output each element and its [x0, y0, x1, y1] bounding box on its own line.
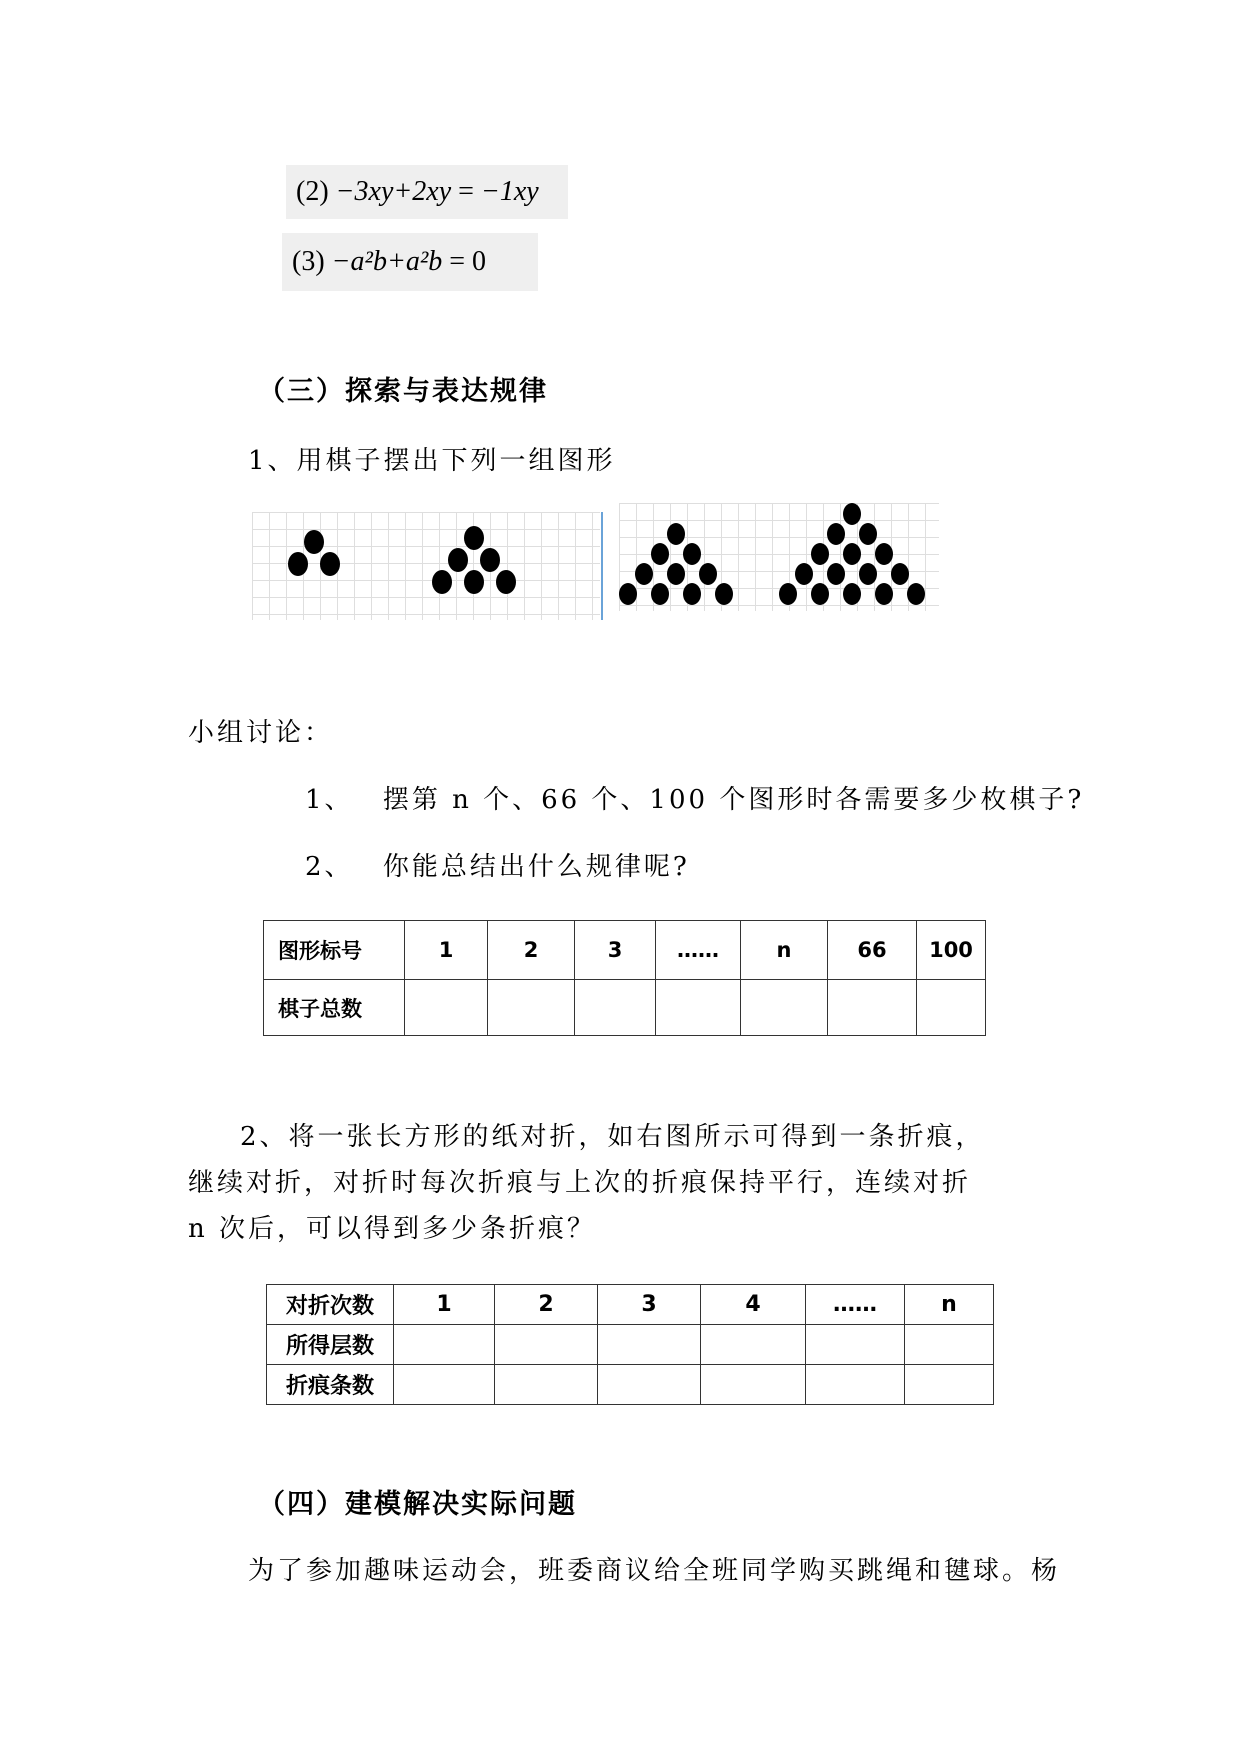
chess-piece	[480, 548, 500, 572]
table-cell	[828, 980, 917, 1036]
table-cell	[806, 1365, 905, 1405]
equation-2-label: (2)	[296, 176, 329, 207]
chess-piece	[699, 563, 717, 585]
chess-piece	[448, 548, 468, 572]
table-header-cell: 3	[575, 921, 656, 980]
chess-piece	[843, 503, 861, 525]
chess-piece	[827, 523, 845, 545]
table-row-label: 折痕条数	[267, 1365, 394, 1405]
table-cell	[394, 1365, 495, 1405]
table-cell	[905, 1325, 994, 1365]
table-row	[267, 1365, 994, 1405]
chess-piece	[715, 583, 733, 605]
table-header-cell: 66	[828, 921, 917, 980]
figure-3	[619, 523, 733, 605]
chess-piece	[667, 563, 685, 585]
chess-piece	[907, 583, 925, 605]
chess-piece	[288, 552, 308, 576]
chess-piece	[651, 543, 669, 565]
discussion-item-1	[305, 779, 1084, 816]
table-header-cell: 图形标号	[264, 921, 405, 980]
chess-piece	[320, 552, 340, 576]
equation-3-label: (3)	[292, 246, 325, 277]
table-header-cell: 2	[488, 921, 575, 980]
table-header-cell: 4	[701, 1285, 806, 1325]
discussion-item-1-num: 1、	[305, 785, 354, 815]
chess-piece	[683, 583, 701, 605]
chess-piece	[843, 543, 861, 565]
chess-piece	[843, 583, 861, 605]
table-cell	[701, 1365, 806, 1405]
chess-piece	[875, 583, 893, 605]
discussion-label: 小组讨论：	[188, 718, 334, 748]
chess-piece	[496, 570, 516, 594]
table-cell	[598, 1325, 701, 1365]
discussion-item-1-text: 摆第 n 个、66 个、100 个图形时各需要多少枚棋子?	[382, 785, 1085, 815]
table-header-cell: 100	[917, 921, 986, 980]
table-header-cell: 2	[495, 1285, 598, 1325]
discussion-item-2-text: 你能总结出什么规律呢?	[382, 852, 690, 882]
table-header-cell: 对折次数	[267, 1285, 394, 1325]
equation-2-rhs: −1xy	[480, 176, 539, 207]
table-cell	[495, 1325, 598, 1365]
question-1: 1、用棋子摆出下列一组图形	[248, 446, 616, 476]
table-row	[267, 1285, 994, 1325]
chess-piece	[891, 563, 909, 585]
chess-piece	[779, 583, 797, 605]
chess-piece	[683, 543, 701, 565]
table-cell	[905, 1365, 994, 1405]
table-cell	[656, 980, 741, 1036]
table-row-label: 棋子总数	[264, 980, 405, 1036]
chess-piece	[811, 543, 829, 565]
table-row-label: 所得层数	[267, 1325, 394, 1365]
section-4-text: 为了参加趣味运动会，班委商议给全班同学购买跳绳和毽球。杨	[248, 1556, 1061, 1586]
table-cell	[575, 980, 656, 1036]
chess-piece	[464, 526, 484, 550]
section-4-heading: （四）建模解决实际问题	[258, 1489, 577, 1520]
table-header-cell: ……	[656, 921, 741, 980]
chess-piece	[827, 563, 845, 585]
chess-piece	[432, 570, 452, 594]
table-header-cell: 3	[598, 1285, 701, 1325]
equation-2-lhs: −3xy+2xy	[335, 176, 452, 207]
fold-count-table	[266, 1284, 994, 1405]
chess-piece	[875, 543, 893, 565]
table-cell	[394, 1325, 495, 1365]
table-cell	[405, 980, 488, 1036]
chess-piece	[651, 583, 669, 605]
chess-piece	[635, 563, 653, 585]
figure-2	[432, 526, 516, 594]
chess-piece	[811, 583, 829, 605]
table-cell	[741, 980, 828, 1036]
discussion-item-2	[305, 846, 690, 883]
table-header-cell: 1	[394, 1285, 495, 1325]
pattern-count-table	[263, 920, 986, 1036]
figure-4	[779, 503, 925, 605]
table-header-cell: n	[741, 921, 828, 980]
equation-3-expr: −a²b+a²b	[331, 246, 443, 277]
pattern-figures	[252, 500, 952, 630]
table-cell	[701, 1325, 806, 1365]
table-header-cell: ……	[806, 1285, 905, 1325]
table-cell	[917, 980, 986, 1036]
chess-piece	[795, 563, 813, 585]
table-header-cell: 1	[405, 921, 488, 980]
figure-1	[288, 530, 340, 576]
chess-piece	[667, 523, 685, 545]
chess-piece	[859, 523, 877, 545]
chess-piece	[619, 583, 637, 605]
equation-2: (2) −3xy+2xy = −1xy	[286, 165, 568, 219]
table-header-cell: n	[905, 1285, 994, 1325]
table-cell	[598, 1365, 701, 1405]
table-cell	[495, 1365, 598, 1405]
chess-piece	[304, 530, 324, 554]
table-row	[264, 921, 986, 980]
chess-piece	[464, 570, 484, 594]
table-cell	[488, 980, 575, 1036]
chess-piece	[859, 563, 877, 585]
table-row	[264, 980, 986, 1036]
equation-3: (3) −a²b+a²b = 0	[282, 233, 538, 291]
discussion-item-2-num: 2、	[305, 852, 354, 882]
equation-3-rhs: 0	[472, 246, 487, 277]
table-row	[267, 1325, 994, 1365]
table-cell	[806, 1325, 905, 1365]
question-2: 2、将一张长方形的纸对折，如右图所示可得到一条折痕，继续对折，对折时每次折痕与上次的折痕保持平行，连续对折 n 次后，可以得到多少条折痕？	[188, 1122, 985, 1244]
section-3-heading: （三）探索与表达规律	[258, 376, 548, 407]
